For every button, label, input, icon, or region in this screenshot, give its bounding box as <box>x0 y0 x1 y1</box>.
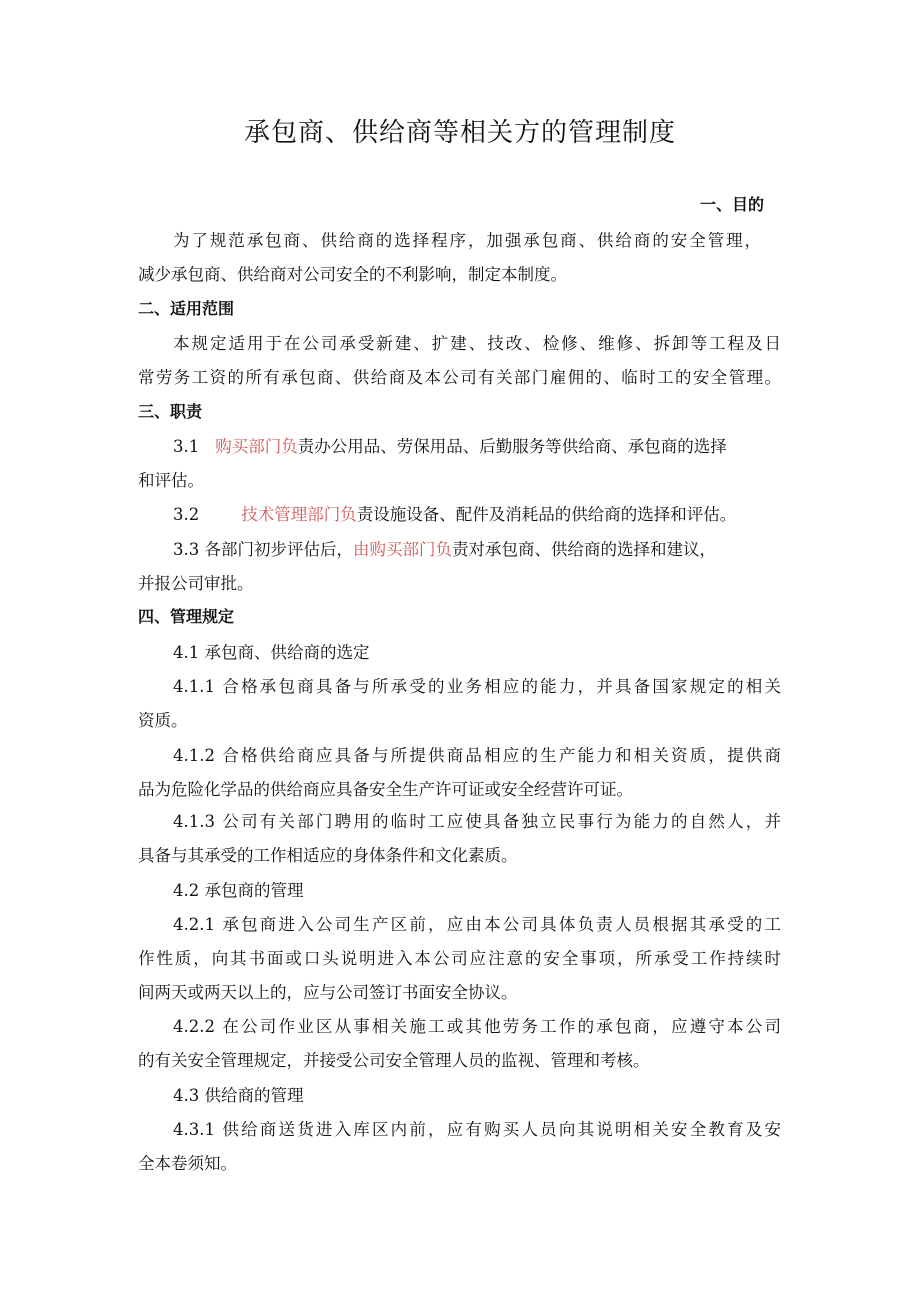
section-heading-purpose: 一、目的 <box>700 195 765 214</box>
paragraph-line <box>173 536 716 560</box>
subsection-heading: 4.1 承包商、供给商的选定 <box>173 643 370 662</box>
paragraph-line: 4.3.1 供给商送货进入库区内前，应有购买人员向其说明相关安全教育及安 <box>173 1120 781 1139</box>
section-heading-rules: 四、管理规定 <box>138 607 235 626</box>
subsection-heading: 4.3 供给商的管理 <box>173 1086 304 1105</box>
paragraph-line <box>173 501 736 525</box>
paragraph-text: 3.3 各部门初步评估后， <box>173 540 353 559</box>
paragraph-line: 4.2.2 在公司作业区从事相关施工或其他劳务工作的承包商，应遵守本公司 <box>173 1017 781 1036</box>
section-heading-duties: 三、职责 <box>138 402 203 421</box>
subsection-heading: 4.2 承包商的管理 <box>173 881 304 900</box>
paragraph-line: 4.2.1 承包商进入公司生产区前，应由本公司具体负责人员根据其承受的工 <box>173 915 781 934</box>
paragraph-text: 责对承包商、供给商的选择和建议， <box>452 540 716 559</box>
paragraph-line: 全本卷须知。 <box>138 1154 237 1173</box>
paragraph-line: 4.1.1 合格承包商具备与所承受的业务相应的能力，并具备国家规定的相关 <box>173 677 781 696</box>
paragraph-line: 4.1.3 公司有关部门聘用的临时工应使具备独立民事行为能力的自然人，并 <box>173 812 781 831</box>
highlighted-text: 购买部门负 <box>215 437 298 456</box>
document-title: 承包商、供给商等相关方的管理制度 <box>243 118 676 148</box>
paragraph-line: 常劳务工资的所有承包商、供给商及本公司有关部门雇佣的、临时工的安全管理。 <box>138 368 781 387</box>
highlighted-text: 技术管理部门负 <box>241 505 357 524</box>
paragraph-line: 品为危险化学品的供给商应具备安全生产许可证或安全经营许可证。 <box>138 780 633 799</box>
paragraph-line <box>173 433 727 457</box>
paragraph-line: 和评估。 <box>138 471 204 490</box>
item-number: 3.2 <box>173 505 200 524</box>
highlighted-text: 由购买部门负 <box>353 540 452 559</box>
item-number: 3.1 <box>173 437 200 456</box>
paragraph-line: 作性质，向其书面或口头说明进入本公司应注意的安全事项，所承受工作持续时 <box>138 949 781 968</box>
paragraph-line: 减少承包商、供给商对公司安全的不利影响，制定本制度。 <box>138 265 567 284</box>
paragraph-line: 间两天或两天以上的，应与公司签订书面安全协议。 <box>138 983 518 1002</box>
paragraph-text: 责设施设备、配件及消耗品的供给商的选择和评估。 <box>356 505 737 524</box>
paragraph-line: 的有关安全管理规定，并接受公司安全管理人员的监视、管理和考核。 <box>138 1051 650 1070</box>
paragraph-line: 并报公司审批。 <box>138 574 254 593</box>
paragraph-line: 具备与其承受的工作相适应的身体条件和文化素质。 <box>138 846 518 865</box>
paragraph-text: 责办公用品、劳保用品、后勤服务等供给商、承包商的选择 <box>297 437 727 456</box>
paragraph-line: 资质。 <box>138 711 188 730</box>
paragraph-line: 本规定适用于在公司承受新建、扩建、技改、检修、维修、拆卸等工程及日 <box>173 334 781 353</box>
paragraph-line: 为了规范承包商、供给商的选择程序，加强承包商、供给商的安全管理， <box>173 231 761 250</box>
section-heading-scope: 二、适用范围 <box>138 299 235 318</box>
paragraph-line: 4.1.2 合格供给商应具备与所提供商品相应的生产能力和相关资质，提供商 <box>173 746 781 765</box>
